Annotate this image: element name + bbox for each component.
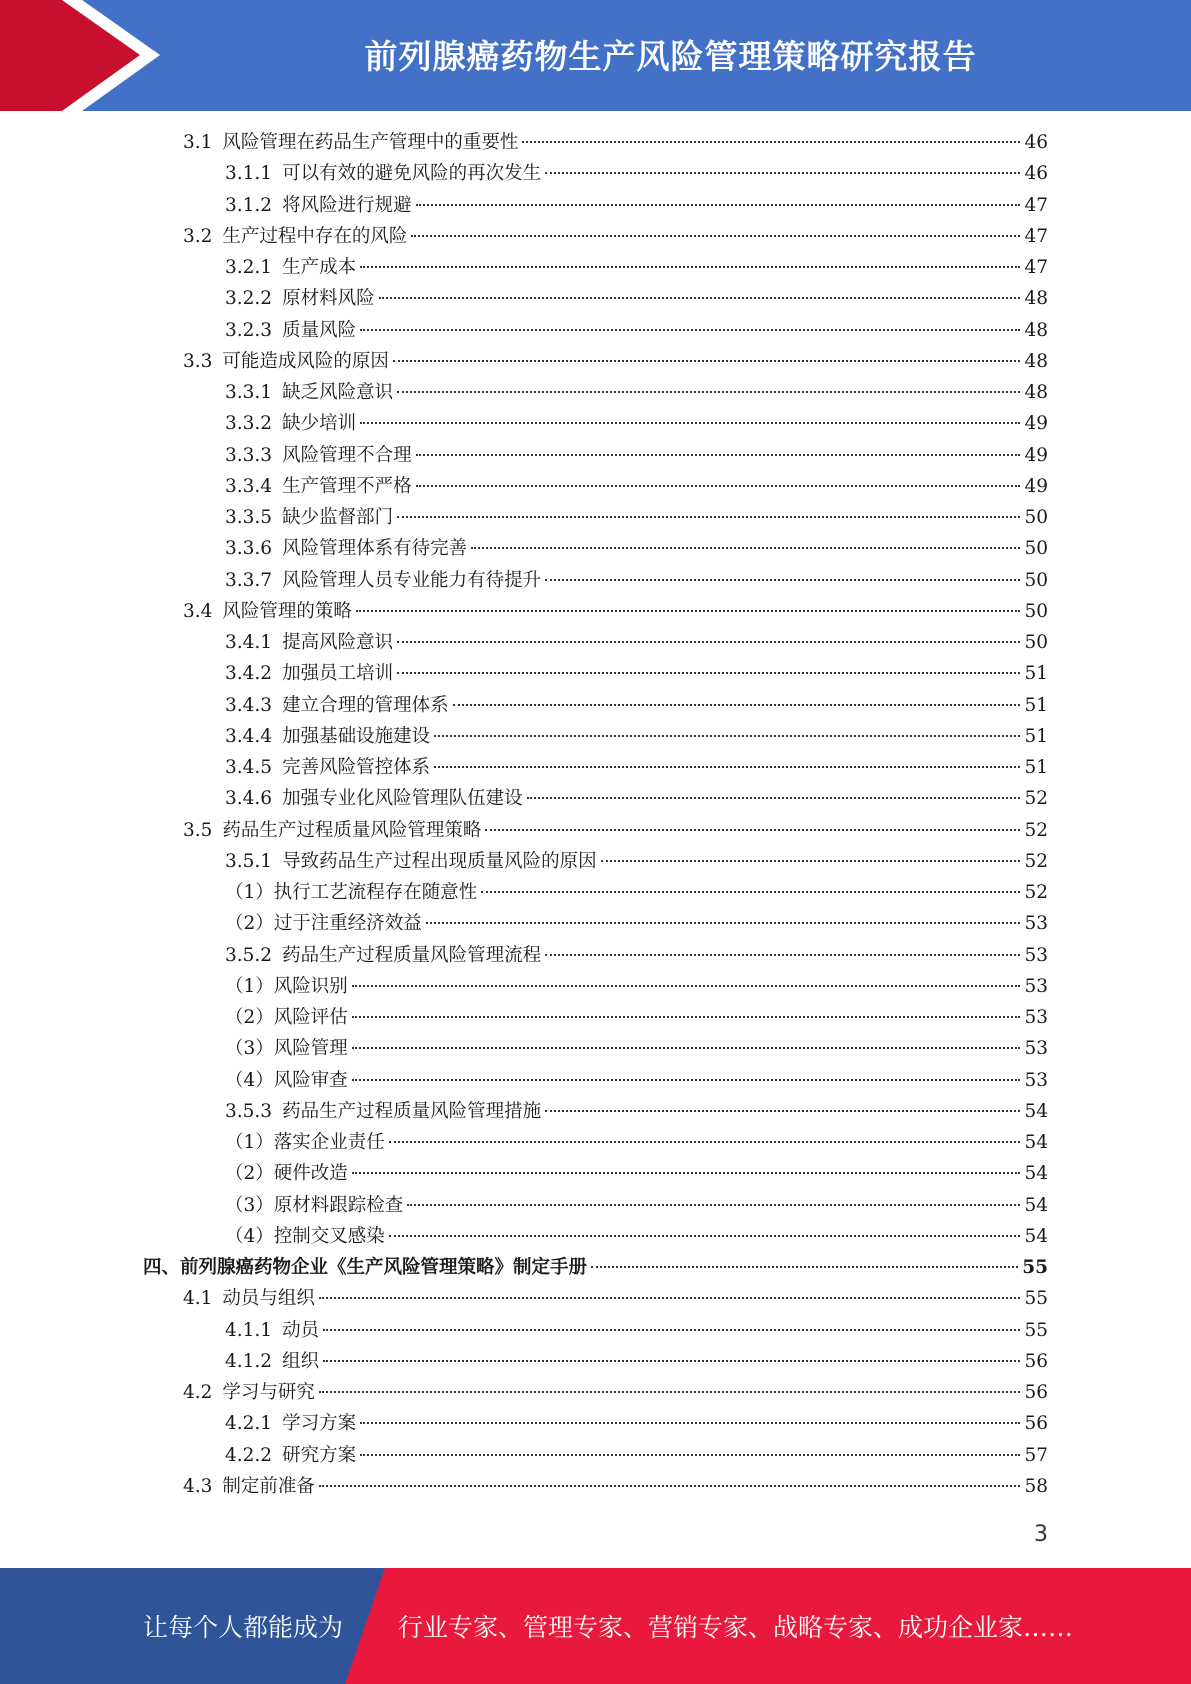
page-header (0, 0, 1191, 111)
page-footer (0, 1568, 1191, 1684)
toc-entry-page: 48 (1024, 382, 1048, 403)
toc-entry-page: 50 (1024, 507, 1048, 528)
toc-entry-number: 3.3 (183, 350, 213, 372)
toc-entry-title: 缺乏风险意识 (282, 382, 394, 403)
toc-entry-number: 3.4.6 (225, 788, 273, 810)
toc-entry[interactable] (225, 1003, 1048, 1033)
toc-entry-title: 缺少监督部门 (282, 507, 394, 528)
toc-entry[interactable] (225, 253, 1048, 283)
toc-entry-title: 风险管理在药品生产管理中的重要性 (222, 132, 519, 153)
toc-leader-dots (352, 1016, 1021, 1018)
toc-leader-dots (545, 579, 1020, 581)
toc-entry[interactable] (225, 909, 1048, 939)
toc-leader-dots (522, 141, 1020, 143)
toc-entry-title: （3）风险管理 (225, 1038, 348, 1060)
toc-entry-page: 50 (1024, 600, 1048, 622)
toc-entry-number: 3.4.4 (225, 725, 273, 747)
toc-entry-number: 3.2.1 (225, 257, 273, 278)
toc-entry-title: 导致药品生产过程出现质量风险的原因 (282, 850, 597, 872)
toc-entry[interactable] (225, 659, 1048, 689)
toc-entry-number: 4.1.2 (225, 1350, 273, 1372)
toc-leader-dots (319, 1485, 1021, 1487)
toc-entry-page: 57 (1024, 1444, 1048, 1466)
toc-entry-page: 51 (1024, 757, 1048, 778)
toc-entry-page: 50 (1024, 632, 1048, 653)
toc-entry-page: 55 (1024, 1288, 1048, 1310)
toc-entry-page: 53 (1024, 944, 1048, 966)
toc-entry[interactable] (183, 1472, 1048, 1502)
toc-entry-page: 47 (1024, 225, 1048, 247)
toc-entry-page: 48 (1024, 319, 1048, 341)
toc-entry-page: 53 (1024, 1038, 1048, 1060)
toc-entry[interactable] (225, 847, 1048, 877)
toc-entry-number: 3.2.3 (225, 319, 273, 341)
toc-entry-page: 55 (1024, 1319, 1048, 1341)
toc-entry-title: 风险管理体系有待完善 (282, 538, 468, 560)
toc-leader-dots (397, 641, 1020, 643)
toc-entry[interactable] (225, 159, 1048, 189)
toc-leader-dots (527, 797, 1021, 799)
toc-entry-page: 47 (1024, 194, 1048, 216)
toc-entry-page: 48 (1024, 350, 1048, 372)
toc-entry-title: 动员与组织 (222, 1288, 315, 1310)
toc-leader-dots (601, 860, 1021, 862)
toc-entry-page: 56 (1024, 1413, 1048, 1435)
toc-leader-dots (389, 1235, 1021, 1237)
toc-entry-number: 3.1 (183, 132, 213, 153)
toc-entry-number: 3.4.2 (225, 663, 273, 685)
toc-leader-dots (379, 297, 1021, 299)
toc-leader-dots (360, 1454, 1020, 1456)
toc-entry[interactable] (225, 1034, 1048, 1064)
toc-entry[interactable] (225, 691, 1048, 721)
toc-entry-page: 49 (1024, 413, 1048, 435)
toc-entry-number: 3.3.6 (225, 538, 273, 560)
toc-leader-dots (434, 735, 1020, 737)
toc-entry[interactable] (225, 1128, 1048, 1158)
toc-leader-dots (360, 1422, 1020, 1424)
toc-entry-page: 51 (1024, 694, 1048, 716)
toc-entry[interactable] (225, 534, 1048, 564)
toc-entry-number: 3.4 (183, 600, 213, 622)
toc-entry-number: 3.4.5 (225, 757, 273, 778)
toc-entry[interactable] (183, 222, 1048, 252)
toc-entry-title: 质量风险 (282, 319, 357, 341)
toc-entry-page: 52 (1024, 788, 1048, 810)
toc-entry-number: 3.2 (183, 225, 213, 247)
toc-leader-dots (545, 954, 1020, 956)
toc-leader-dots (545, 172, 1020, 174)
toc-leader-dots (352, 985, 1021, 987)
toc-leader-dots (471, 547, 1020, 549)
toc-leader-dots (319, 1297, 1021, 1299)
toc-entry-page: 50 (1024, 569, 1048, 591)
toc-entry-number: 3.5 (183, 819, 213, 841)
toc-entry-page: 56 (1024, 1382, 1048, 1403)
toc-entry[interactable] (225, 753, 1048, 783)
toc-leader-dots (360, 422, 1020, 424)
toc-entry[interactable] (183, 1284, 1048, 1314)
toc-entry[interactable] (225, 1347, 1048, 1377)
toc-leader-dots (434, 766, 1020, 768)
toc-entry-title: （2）过于注重经济效益 (225, 913, 422, 935)
toc-entry-page: 51 (1024, 663, 1048, 685)
toc-leader-dots (323, 1360, 1020, 1362)
toc-entry-title: 原材料风险 (282, 288, 375, 310)
toc-entry-title: 药品生产过程质量风险管理流程 (282, 944, 542, 966)
toc-entry-page: 58 (1024, 1475, 1048, 1497)
toc-leader-dots (591, 1266, 1018, 1268)
toc-leader-dots (416, 204, 1021, 206)
toc-entry[interactable] (225, 1191, 1048, 1221)
toc-leader-dots (389, 1141, 1021, 1143)
toc-entry-number: 3.5.3 (225, 1100, 273, 1122)
toc-entry-number: 3.5.2 (225, 944, 273, 966)
toc-entry[interactable] (225, 1066, 1048, 1096)
toc-entry-page: 54 (1024, 1225, 1048, 1247)
toc-leader-dots (407, 1204, 1020, 1206)
toc-entry-number: 3.3.1 (225, 382, 273, 403)
toc-entry-title: 组织 (282, 1350, 320, 1372)
toc-entry[interactable] (183, 128, 1048, 158)
document-title: 前列腺癌药物生产风险管理策略研究报告 (364, 36, 977, 76)
toc-entry-page: 52 (1024, 850, 1048, 872)
toc-entry-title: 加强员工培训 (282, 663, 394, 685)
toc-entry-title: 研究方案 (282, 1444, 357, 1466)
toc-entry-title: （4）控制交叉感染 (225, 1225, 385, 1247)
toc-entry[interactable] (225, 1316, 1048, 1346)
toc-entry[interactable] (225, 378, 1048, 408)
toc-leader-dots (352, 1079, 1021, 1081)
toc-entry[interactable] (225, 284, 1048, 314)
toc-entry[interactable] (225, 784, 1048, 814)
toc-entry-number: 4.1 (183, 1288, 213, 1310)
toc-entry[interactable] (225, 628, 1048, 658)
toc-entry-title: 加强基础设施建设 (282, 725, 431, 747)
toc-entry[interactable] (225, 441, 1048, 471)
toc-entry[interactable] (225, 503, 1048, 533)
toc-entry-title: 可以有效的避免风险的再次发生 (282, 163, 542, 185)
toc-entry[interactable] (225, 566, 1048, 596)
toc-leader-dots (416, 485, 1021, 487)
toc-leader-dots (360, 329, 1020, 331)
toc-entry-page: 49 (1024, 475, 1048, 497)
toc-leader-dots (323, 1329, 1020, 1331)
toc-entry[interactable] (143, 1253, 1048, 1283)
toc-leader-dots (352, 1047, 1021, 1049)
toc-entry-number: 3.4.3 (225, 694, 273, 716)
toc-leader-dots (352, 1172, 1021, 1174)
toc-entry[interactable] (183, 347, 1048, 377)
toc-entry-number: 3.2.2 (225, 288, 273, 310)
toc-entry-number: 3.4.1 (225, 632, 273, 653)
toc-leader-dots (416, 454, 1021, 456)
toc-entry-page: 46 (1024, 163, 1048, 185)
toc-entry-number: 3.1.2 (225, 194, 273, 216)
toc-entry-page: 54 (1024, 1132, 1048, 1153)
toc-entry-page: 50 (1024, 538, 1048, 560)
toc-entry-title: （4）风险审查 (225, 1069, 348, 1091)
toc-entry[interactable] (225, 1097, 1048, 1127)
toc-entry-page: 51 (1024, 725, 1048, 747)
toc-entry-number: 3.1.1 (225, 163, 273, 185)
toc-entry-title: 风险管理不合理 (282, 444, 412, 466)
toc-entry-title: 制定前准备 (222, 1475, 315, 1497)
toc-leader-dots (397, 391, 1020, 393)
toc-entry-page: 46 (1024, 132, 1048, 153)
toc-entry[interactable] (183, 1378, 1048, 1408)
toc-entry-page: 52 (1024, 882, 1048, 903)
toc-entry-title: 药品生产过程质量风险管理措施 (282, 1100, 542, 1122)
toc-entry-page: 47 (1024, 257, 1048, 278)
toc-entry-title: 生产成本 (282, 257, 357, 278)
footer-slogan-right: 行业专家、管理专家、营销专家、战略专家、成功企业家…… (398, 1613, 1074, 1642)
toc-entry[interactable] (225, 1159, 1048, 1189)
toc-leader-dots (393, 360, 1021, 362)
toc-entry[interactable] (225, 1441, 1048, 1471)
toc-entry-title: 缺少培训 (282, 413, 357, 435)
toc-entry-title: 药品生产过程质量风险管理策略 (222, 819, 482, 841)
toc-entry-title: 加强专业化风险管理队伍建设 (282, 788, 523, 810)
toc-leader-dots (545, 1110, 1020, 1112)
toc-entry-title: 学习与研究 (222, 1382, 315, 1403)
toc-entry-number: 3.3.2 (225, 413, 273, 435)
toc-entry[interactable] (225, 191, 1048, 221)
toc-entry[interactable] (225, 409, 1048, 439)
toc-entry-page: 49 (1024, 444, 1048, 466)
toc-entry-number: 4.2.1 (225, 1413, 273, 1435)
toc-entry-title: 将风险进行规避 (282, 194, 412, 216)
toc-entry[interactable] (225, 1222, 1048, 1252)
toc-leader-dots (426, 922, 1021, 924)
toc-entry[interactable] (225, 1409, 1048, 1439)
toc-leader-dots (453, 704, 1021, 706)
toc-entry-title: （3）原材料跟踪检查 (225, 1194, 404, 1216)
toc-entry-title: 风险管理人员专业能力有待提升 (282, 569, 542, 591)
toc-leader-dots (356, 610, 1021, 612)
toc-entry-page: 54 (1024, 1163, 1048, 1185)
toc-entry[interactable] (225, 472, 1048, 502)
toc-entry[interactable] (225, 316, 1048, 346)
toc-entry[interactable] (183, 816, 1048, 846)
toc-entry-page: 55 (1022, 1257, 1048, 1278)
toc-entry-title: 动员 (282, 1319, 320, 1341)
toc-entry-title: 可能造成风险的原因 (222, 350, 389, 372)
toc-entry-number: 3.3.3 (225, 444, 273, 466)
toc-entry-page: 53 (1024, 1069, 1048, 1091)
toc-entry-page: 53 (1024, 1007, 1048, 1028)
toc-entry-number: 4.2 (183, 1382, 213, 1403)
toc-entry-page: 54 (1024, 1194, 1048, 1216)
toc-entry-title: 四、前列腺癌药物企业《生产风险管理策略》制定手册 (143, 1257, 588, 1278)
toc-entry[interactable] (225, 722, 1048, 752)
toc-entry-number: 4.1.1 (225, 1319, 273, 1341)
toc-entry-title: 学习方案 (282, 1413, 357, 1435)
toc-entry-title: （1）执行工艺流程存在随意性 (225, 882, 478, 903)
toc-entry-title: 生产过程中存在的风险 (222, 225, 408, 247)
toc-entry[interactable] (225, 941, 1048, 971)
toc-entry-number: 3.3.5 (225, 507, 273, 528)
toc-entry-page: 52 (1024, 819, 1048, 841)
toc-entry-page: 48 (1024, 288, 1048, 310)
toc-entry-title: （1）风险识别 (225, 975, 348, 997)
toc-entry-number: 3.3.7 (225, 569, 273, 591)
toc-entry-title: 建立合理的管理体系 (282, 694, 449, 716)
toc-leader-dots (397, 516, 1020, 518)
toc-entry-title: （2）风险评估 (225, 1007, 348, 1028)
toc-entry-page: 53 (1024, 975, 1048, 997)
toc-entry-page: 53 (1024, 913, 1048, 935)
toc-leader-dots (360, 266, 1020, 268)
toc-entry[interactable] (183, 597, 1048, 627)
toc-entry-title: 风险管理的策略 (222, 600, 352, 622)
toc-entry-page: 56 (1024, 1350, 1048, 1372)
toc-entry-title: 生产管理不严格 (282, 475, 412, 497)
footer-slogan-left: 让每个人都能成为 (143, 1613, 344, 1642)
toc-entry-title: （1）落实企业责任 (225, 1132, 385, 1153)
toc-entry-number: 4.2.2 (225, 1444, 273, 1466)
toc-leader-dots (481, 891, 1020, 893)
toc-entry[interactable] (225, 972, 1048, 1002)
toc-entry-number: 4.3 (183, 1475, 213, 1497)
toc-entry-number: 3.5.1 (225, 850, 273, 872)
toc-entry-title: （2）硬件改造 (225, 1163, 348, 1185)
toc-entry[interactable] (225, 878, 1048, 908)
toc-leader-dots (397, 672, 1020, 674)
toc-leader-dots (411, 235, 1020, 237)
page-number: 3 (1034, 1522, 1048, 1547)
toc-entry-title: 提高风险意识 (282, 632, 394, 653)
toc-entry-title: 完善风险管控体系 (282, 757, 431, 778)
toc-leader-dots (485, 829, 1020, 831)
toc-entry-number: 3.3.4 (225, 475, 273, 497)
toc-entry-page: 54 (1024, 1100, 1048, 1122)
toc-leader-dots (319, 1391, 1021, 1393)
